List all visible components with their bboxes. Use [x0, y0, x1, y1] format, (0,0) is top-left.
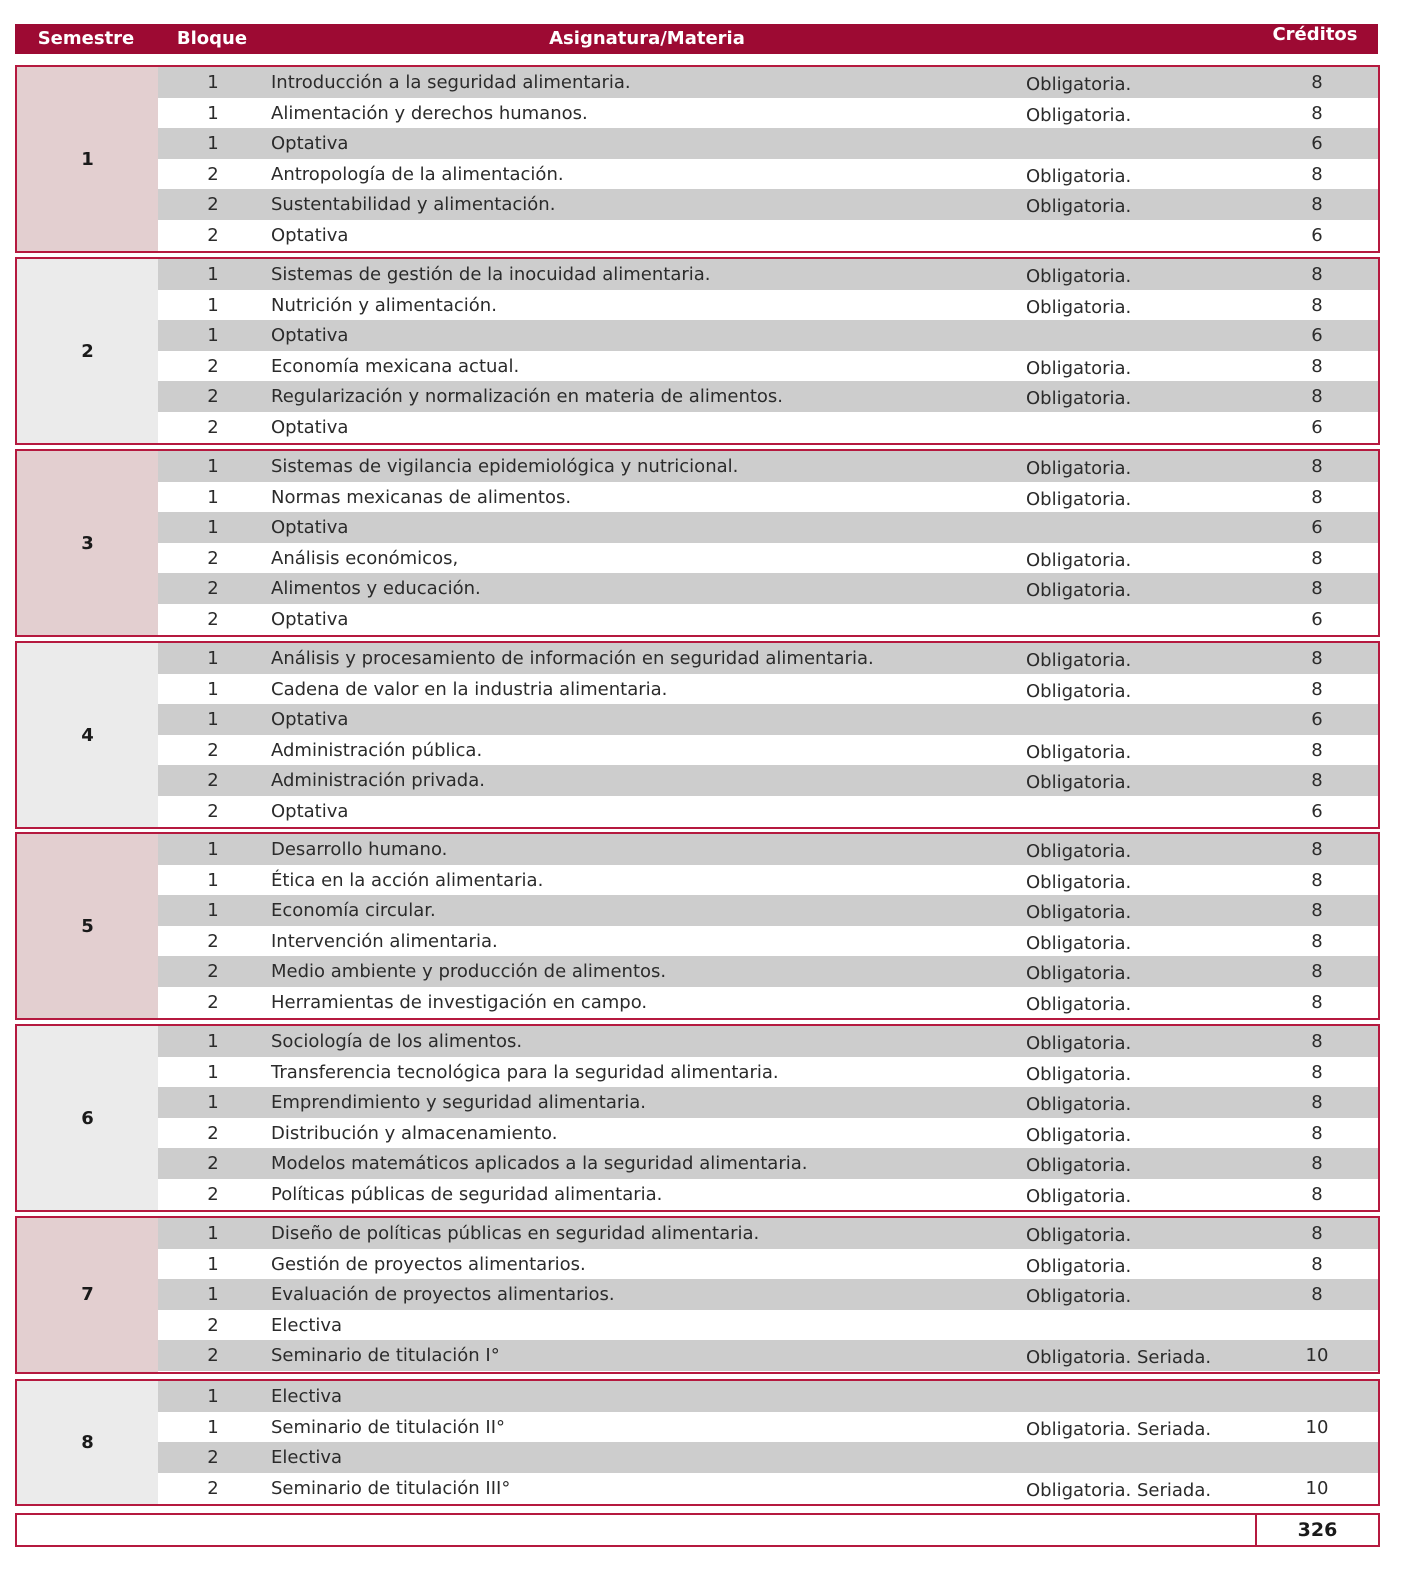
creditos-cell: 8 — [1311, 648, 1323, 669]
bloque-cell: 2 — [207, 1345, 219, 1366]
bloque-cell: 1 — [207, 900, 219, 921]
asignatura-cell: Gestión de proyectos alimentarios. — [271, 1253, 586, 1275]
tipo-cell: Obligatoria. — [1026, 1063, 1132, 1085]
tipo-cell: Obligatoria. — [1026, 165, 1132, 187]
table-row — [158, 1442, 1378, 1473]
table-row — [158, 704, 1378, 735]
asignatura-cell: Ética en la acción alimentaria. — [271, 869, 544, 891]
asignatura-cell: Seminario de titulación II° — [271, 1416, 506, 1438]
bloque-cell: 2 — [207, 961, 219, 982]
creditos-cell: 6 — [1311, 608, 1323, 630]
table-row — [158, 895, 1378, 926]
creditos-cell: 10 — [1305, 1477, 1329, 1499]
semester-number: 2 — [17, 259, 158, 443]
table-row — [158, 381, 1378, 412]
table-row — [158, 987, 1378, 1018]
bloque-cell: 2 — [207, 770, 219, 791]
semester-number: 8 — [17, 1381, 158, 1504]
tipo-cell: Obligatoria. — [1026, 1033, 1132, 1054]
bloque-cell: 2 — [207, 930, 219, 952]
header-creditos: Créditos — [1272, 24, 1358, 45]
creditos-cell: 8 — [1311, 839, 1323, 860]
creditos-cell: 6 — [1311, 416, 1323, 438]
tipo-cell: Obligatoria. — [1026, 1225, 1132, 1246]
table-row — [158, 643, 1378, 674]
asignatura-cell: Análisis económicos, — [271, 547, 459, 569]
table-row — [158, 290, 1378, 321]
bloque-cell: 1 — [207, 1092, 219, 1113]
bloque-cell: 1 — [207, 102, 219, 124]
asignatura-cell: Administración privada. — [271, 770, 485, 791]
creditos-cell: 8 — [1311, 930, 1323, 952]
tipo-cell: Obligatoria. — [1026, 580, 1132, 601]
table-row — [158, 67, 1378, 98]
bloque-cell: 1 — [207, 72, 219, 93]
creditos-cell: 8 — [1311, 1284, 1323, 1305]
total-row — [15, 1513, 1380, 1547]
creditos-cell: 8 — [1311, 1092, 1323, 1113]
semester-number: 4 — [17, 643, 158, 827]
table-row — [158, 482, 1378, 513]
bloque-cell: 1 — [207, 1061, 219, 1083]
asignatura-cell: Desarrollo humano. — [271, 839, 448, 860]
bloque-cell: 1 — [207, 869, 219, 891]
tipo-cell: Obligatoria. — [1026, 1094, 1132, 1115]
table-row — [158, 451, 1378, 482]
creditos-cell: 8 — [1311, 1153, 1323, 1174]
table-row — [158, 604, 1378, 635]
asignatura-cell: Políticas públicas de seguridad alimentaria. — [271, 1183, 663, 1205]
table-row — [158, 220, 1378, 251]
semester-group — [15, 832, 1380, 1020]
creditos-cell: 8 — [1311, 386, 1323, 407]
table-row — [158, 1218, 1378, 1249]
bloque-cell: 1 — [207, 517, 219, 538]
bloque-cell: 1 — [207, 648, 219, 669]
creditos-cell: 8 — [1311, 163, 1323, 185]
semester-rows — [158, 1218, 1378, 1372]
asignatura-cell: Seminario de titulación III° — [271, 1477, 511, 1499]
asignatura-cell: Optativa — [271, 224, 349, 246]
asignatura-cell: Intervención alimentaria. — [271, 930, 498, 952]
asignatura-cell: Medio ambiente y producción de alimentos. — [271, 961, 667, 982]
tipo-cell: Obligatoria. — [1026, 902, 1132, 923]
bloque-cell: 2 — [207, 1477, 219, 1499]
asignatura-cell: Herramientas de investigación en campo. — [271, 991, 648, 1013]
asignatura-cell: Optativa — [271, 709, 349, 730]
bloque-cell: 2 — [207, 194, 219, 215]
table-row — [158, 1279, 1378, 1310]
bloque-cell: 1 — [207, 1386, 219, 1407]
bloque-cell: 2 — [207, 1447, 219, 1468]
bloque-cell: 1 — [207, 456, 219, 477]
asignatura-cell: Evaluación de proyectos alimentarios. — [271, 1284, 615, 1305]
tipo-cell: Obligatoria. — [1026, 549, 1132, 571]
asignatura-cell: Diseño de políticas públicas en seguridad alimentaria. — [271, 1223, 760, 1244]
asignatura-cell: Sistemas de gestión de la inocuidad alimentaria. — [271, 264, 711, 285]
creditos-cell: 10 — [1305, 1345, 1329, 1366]
bloque-cell: 2 — [207, 739, 219, 761]
tipo-cell: Obligatoria. — [1026, 1255, 1132, 1277]
tipo-cell: Obligatoria. — [1026, 871, 1132, 893]
table-row — [158, 1381, 1378, 1412]
table-row — [158, 159, 1378, 190]
bloque-cell: 2 — [207, 1122, 219, 1144]
semester-rows — [158, 1026, 1378, 1210]
tipo-cell: Obligatoria. — [1026, 680, 1132, 702]
bloque-cell: 1 — [207, 264, 219, 285]
table-row — [158, 1087, 1378, 1118]
table-row — [158, 573, 1378, 604]
bloque-cell: 1 — [207, 1253, 219, 1275]
creditos-cell: 6 — [1311, 709, 1323, 730]
table-row — [158, 1249, 1378, 1280]
asignatura-cell: Optativa — [271, 608, 349, 630]
creditos-cell: 8 — [1311, 869, 1323, 891]
asignatura-cell: Economía mexicana actual. — [271, 355, 520, 377]
asignatura-cell: Introducción a la seguridad alimentaria. — [271, 72, 631, 93]
tipo-cell: Obligatoria. Seriada. — [1026, 1347, 1212, 1368]
creditos-cell: 8 — [1311, 194, 1323, 215]
bloque-cell: 1 — [207, 486, 219, 508]
creditos-cell: 6 — [1311, 325, 1323, 346]
table-row — [158, 128, 1378, 159]
header-asignatura: Asignatura/Materia — [549, 28, 745, 49]
table-row — [158, 1473, 1378, 1504]
bloque-cell: 1 — [207, 1284, 219, 1305]
tipo-cell: Obligatoria. — [1026, 841, 1132, 862]
tipo-cell: Obligatoria. — [1026, 458, 1132, 479]
bloque-cell: 2 — [207, 991, 219, 1013]
asignatura-cell: Optativa — [271, 517, 349, 538]
asignatura-cell: Economía circular. — [271, 900, 436, 921]
creditos-cell: 8 — [1311, 355, 1323, 377]
bloque-cell: 1 — [207, 678, 219, 700]
semester-number: 1 — [17, 67, 158, 251]
creditos-cell: 8 — [1311, 678, 1323, 700]
creditos-cell: 8 — [1311, 1031, 1323, 1052]
asignatura-cell: Electiva — [271, 1447, 343, 1468]
tipo-cell: Obligatoria. — [1026, 388, 1132, 409]
semester-number: 5 — [17, 834, 158, 1018]
table-row — [158, 543, 1378, 574]
asignatura-cell: Nutrición y alimentación. — [271, 294, 497, 316]
table-row — [158, 189, 1378, 220]
creditos-cell: 8 — [1311, 486, 1323, 508]
bloque-cell: 2 — [207, 1314, 219, 1336]
table-row — [158, 834, 1378, 865]
tipo-cell: Obligatoria. — [1026, 104, 1132, 126]
bloque-cell: 2 — [207, 386, 219, 407]
table-row — [158, 865, 1378, 896]
table-row — [158, 1340, 1378, 1371]
bloque-cell: 1 — [207, 133, 219, 154]
table-row — [158, 1179, 1378, 1210]
creditos-cell: 8 — [1311, 1183, 1323, 1205]
creditos-cell: 6 — [1311, 133, 1323, 154]
bloque-cell: 2 — [207, 547, 219, 569]
creditos-cell: 8 — [1311, 456, 1323, 477]
bloque-cell: 1 — [207, 325, 219, 346]
asignatura-cell: Sociología de los alimentos. — [271, 1031, 523, 1052]
asignatura-cell: Optativa — [271, 133, 349, 154]
asignatura-cell: Administración pública. — [271, 739, 483, 761]
semester-group — [15, 1024, 1380, 1212]
table-row — [158, 765, 1378, 796]
asignatura-cell: Sustentabilidad y alimentación. — [271, 194, 556, 215]
asignatura-cell: Cadena de valor en la industria alimentaria. — [271, 678, 668, 700]
bloque-cell: 2 — [207, 608, 219, 630]
tipo-cell: Obligatoria. — [1026, 296, 1132, 318]
asignatura-cell: Optativa — [271, 800, 349, 822]
bloque-cell: 1 — [207, 839, 219, 860]
header-bloque: Bloque — [176, 28, 248, 49]
creditos-cell: 8 — [1311, 1223, 1323, 1244]
semester-rows — [158, 259, 1378, 443]
semester-rows — [158, 1381, 1378, 1504]
table-row — [158, 259, 1378, 290]
asignatura-cell: Análisis y procesamiento de información en seguridad alimentaria. — [271, 648, 874, 669]
semester-rows — [158, 834, 1378, 1018]
table-row — [158, 1148, 1378, 1179]
semester-group — [15, 449, 1380, 637]
bloque-cell: 2 — [207, 1183, 219, 1205]
table-row — [158, 1412, 1378, 1443]
asignatura-cell: Modelos matemáticos aplicados a la seguridad alimentaria. — [271, 1153, 808, 1174]
creditos-cell: 8 — [1311, 1253, 1323, 1275]
asignatura-cell: Alimentación y derechos humanos. — [271, 102, 588, 124]
creditos-cell: 6 — [1311, 517, 1323, 538]
tipo-cell: Obligatoria. — [1026, 1286, 1132, 1307]
tipo-cell: Obligatoria. Seriada. — [1026, 1479, 1212, 1501]
total-creditos: 326 — [1297, 1519, 1338, 1541]
asignatura-cell: Alimentos y educación. — [271, 578, 481, 599]
tipo-cell: Obligatoria. — [1026, 266, 1132, 287]
creditos-cell: 8 — [1311, 961, 1323, 982]
semester-rows — [158, 643, 1378, 827]
tipo-cell: Obligatoria. — [1026, 74, 1132, 95]
tipo-cell: Obligatoria. — [1026, 488, 1132, 510]
table-row — [158, 412, 1378, 443]
bloque-cell: 2 — [207, 355, 219, 377]
bloque-cell: 1 — [207, 1223, 219, 1244]
header-semestre: Semestre — [37, 28, 135, 49]
tipo-cell: Obligatoria. — [1026, 993, 1132, 1015]
tipo-cell: Obligatoria. — [1026, 741, 1132, 763]
creditos-cell: 8 — [1311, 770, 1323, 791]
asignatura-cell: Regularización y normalización en materia de alimentos. — [271, 386, 784, 407]
creditos-cell: 8 — [1311, 102, 1323, 124]
table-row — [158, 512, 1378, 543]
creditos-cell: 8 — [1311, 900, 1323, 921]
bloque-cell: 1 — [207, 1031, 219, 1052]
tipo-cell: Obligatoria. — [1026, 772, 1132, 793]
bloque-cell: 2 — [207, 578, 219, 599]
table-row — [158, 1118, 1378, 1149]
semester-rows — [158, 67, 1378, 251]
tipo-cell: Obligatoria. — [1026, 1124, 1132, 1146]
table-row — [158, 956, 1378, 987]
asignatura-cell: Sistemas de vigilancia epidemiológica y nutricional. — [271, 456, 739, 477]
bloque-cell: 1 — [207, 294, 219, 316]
asignatura-cell: Emprendimiento y seguridad alimentaria. — [271, 1092, 647, 1113]
asignatura-cell: Optativa — [271, 416, 349, 438]
semester-rows — [158, 451, 1378, 635]
tipo-cell: Obligatoria. — [1026, 932, 1132, 954]
bloque-cell: 2 — [207, 416, 219, 438]
creditos-cell: 8 — [1311, 739, 1323, 761]
tipo-cell: Obligatoria. — [1026, 963, 1132, 984]
bloque-cell: 1 — [207, 1416, 219, 1438]
creditos-cell: 8 — [1311, 991, 1323, 1013]
asignatura-cell: Transferencia tecnológica para la seguridad alimentaria. — [271, 1061, 779, 1083]
creditos-cell: 10 — [1305, 1416, 1329, 1438]
bloque-cell: 2 — [207, 163, 219, 185]
bloque-cell: 2 — [207, 1153, 219, 1174]
tipo-cell: Obligatoria. — [1026, 1155, 1132, 1176]
creditos-cell: 6 — [1311, 224, 1323, 246]
table-row — [158, 735, 1378, 766]
table-header — [15, 24, 1378, 54]
tipo-cell: Obligatoria. Seriada. — [1026, 1418, 1212, 1440]
asignatura-cell: Seminario de titulación I° — [271, 1345, 500, 1366]
semester-number: 7 — [17, 1218, 158, 1372]
tipo-cell: Obligatoria. — [1026, 1185, 1132, 1207]
table-row — [158, 351, 1378, 382]
table-row — [158, 796, 1378, 827]
creditos-cell: 8 — [1311, 578, 1323, 599]
table-row — [158, 1310, 1378, 1341]
creditos-cell: 8 — [1311, 547, 1323, 569]
creditos-cell: 8 — [1311, 294, 1323, 316]
semester-group — [15, 1379, 1380, 1506]
tipo-cell: Obligatoria. — [1026, 357, 1132, 379]
semester-number: 6 — [17, 1026, 158, 1210]
table-row — [158, 1026, 1378, 1057]
asignatura-cell: Electiva — [271, 1386, 343, 1407]
asignatura-cell: Electiva — [271, 1314, 343, 1336]
table-row — [158, 320, 1378, 351]
creditos-cell: 8 — [1311, 1061, 1323, 1083]
semester-group — [15, 257, 1380, 445]
semester-group — [15, 65, 1380, 253]
table-row — [158, 674, 1378, 705]
table-row — [158, 98, 1378, 129]
creditos-cell: 8 — [1311, 1122, 1323, 1144]
asignatura-cell: Optativa — [271, 325, 349, 346]
bloque-cell: 1 — [207, 709, 219, 730]
table-row — [158, 1057, 1378, 1088]
creditos-cell: 8 — [1311, 264, 1323, 285]
asignatura-cell: Normas mexicanas de alimentos. — [271, 486, 572, 508]
tipo-cell: Obligatoria. — [1026, 196, 1132, 217]
bloque-cell: 2 — [207, 224, 219, 246]
semester-group — [15, 1216, 1380, 1374]
creditos-cell: 6 — [1311, 800, 1323, 822]
asignatura-cell: Distribución y almacenamiento. — [271, 1122, 558, 1144]
bloque-cell: 2 — [207, 800, 219, 822]
table-row — [158, 926, 1378, 957]
semester-number: 3 — [17, 451, 158, 635]
semester-group — [15, 641, 1380, 829]
creditos-cell: 8 — [1311, 72, 1323, 93]
tipo-cell: Obligatoria. — [1026, 650, 1132, 671]
asignatura-cell: Antropología de la alimentación. — [271, 163, 564, 185]
